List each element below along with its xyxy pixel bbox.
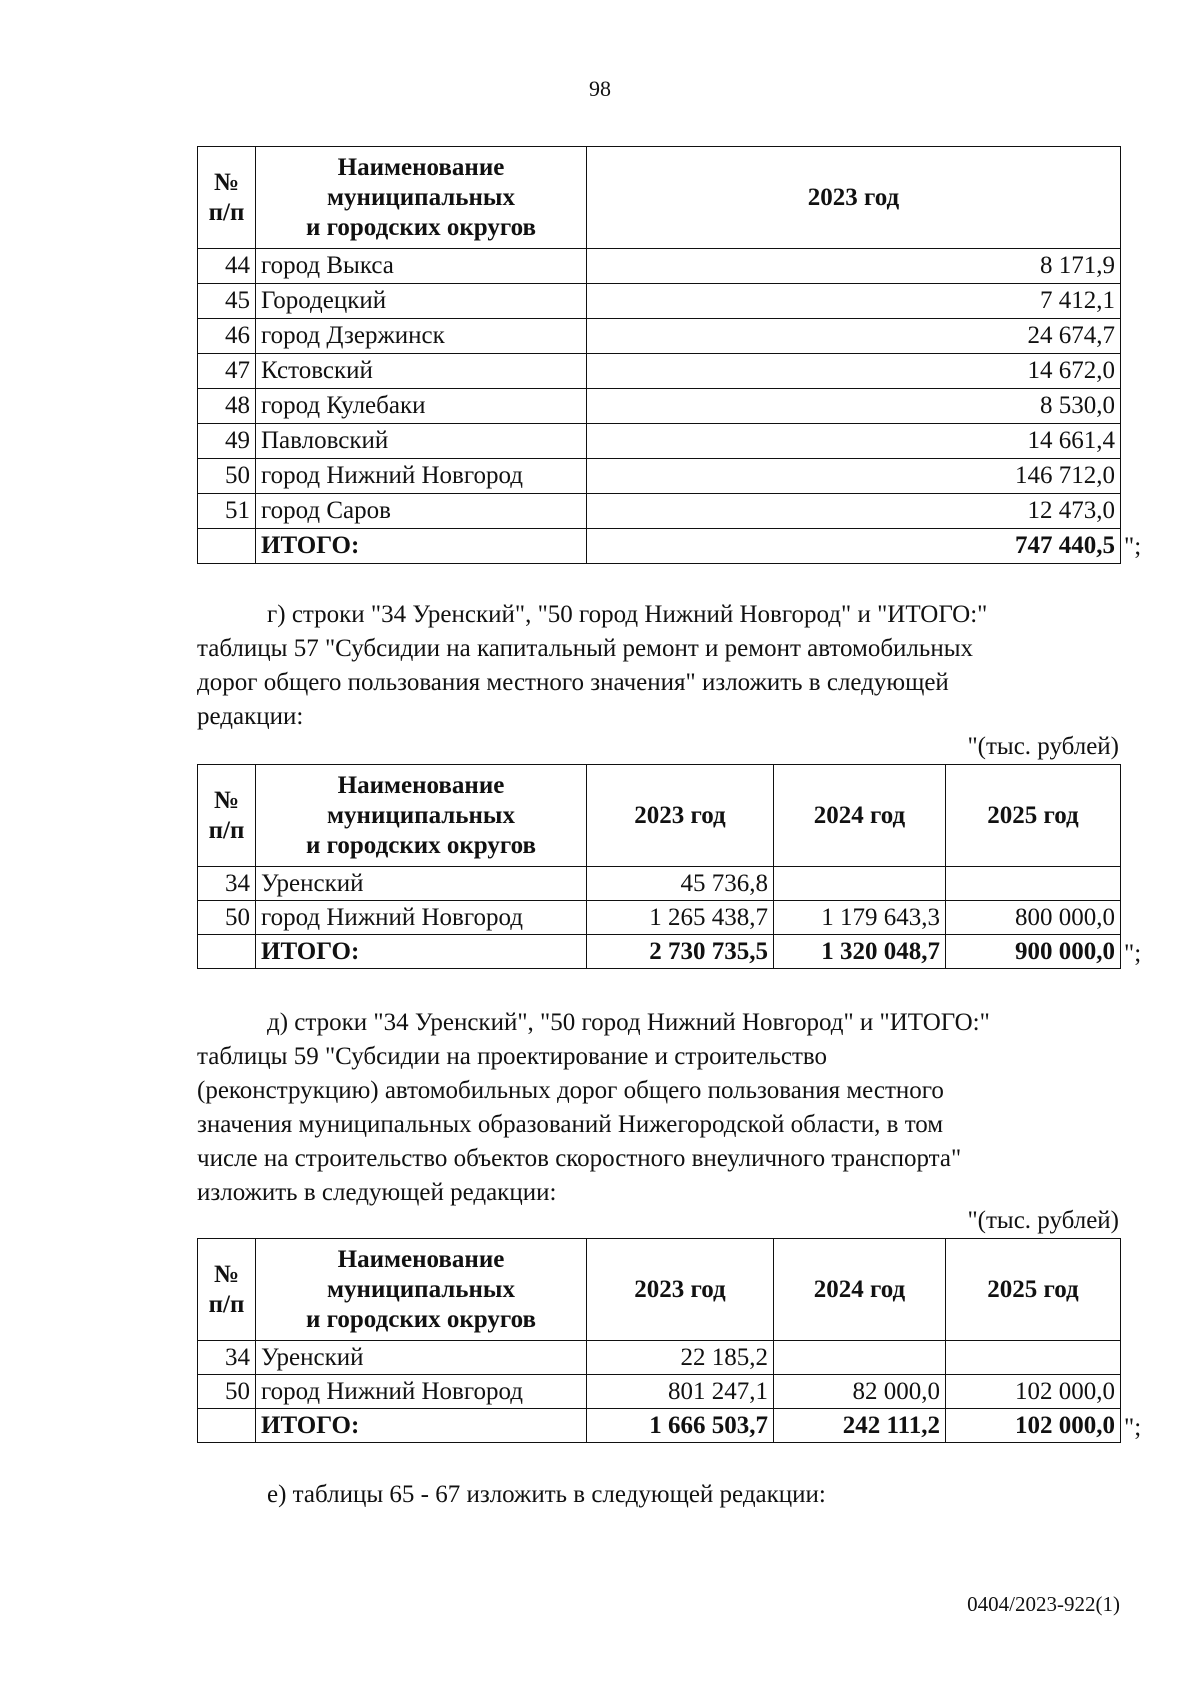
header-number: № п/п <box>198 1239 256 1341</box>
table-1 <box>197 146 1121 564</box>
header-year-2025: 2025 год <box>946 1239 1121 1341</box>
table-row: 50 город Нижний Новгород 1 265 438,7 1 179 643,3 800 000,0 <box>198 901 1121 935</box>
header-year-2023: 2023 год <box>587 765 774 867</box>
table-1-header <box>198 147 1121 249</box>
table-2-header <box>198 765 1121 867</box>
units-label: "(тыс. рублей) <box>967 733 1119 760</box>
header-number: № п/п <box>198 765 256 867</box>
table-row: 48 город Кулебаки 8 530,0 <box>198 389 1121 424</box>
page-number: 98 <box>589 76 611 101</box>
header-year-2023: 2023 год <box>587 1239 774 1341</box>
table-row: 44 город Выкса 8 171,9 <box>198 249 1121 284</box>
header-municipality-name: Наименование муниципальных и городских округов <box>256 147 587 249</box>
table-row: 46 город Дзержинск 24 674,7 <box>198 319 1121 354</box>
table-row: 50 город Нижний Новгород 801 247,1 82 000,0 102 000,0 <box>198 1375 1121 1409</box>
header-year-2025: 2025 год <box>946 765 1121 867</box>
quote-semicolon: "; <box>1124 1414 1142 1441</box>
table-row: 51 город Саров 12 473,0 <box>198 494 1121 529</box>
table-total-row: ИТОГО: 1 666 503,7 242 111,2 102 000,0 <box>198 1409 1121 1443</box>
table-row: 50 город Нижний Новгород 146 712,0 <box>198 459 1121 494</box>
paragraph-d-line-2: таблицы 59 "Субсидии на проектирование и строительство <box>197 1043 828 1070</box>
header-year-2023: 2023 год <box>587 147 1121 249</box>
document-code: 0404/2023-922(1) <box>967 1592 1120 1616</box>
paragraph-d: д) строки "34 Уренский", "50 город Нижний Новгород" и "ИТОГО:" таблицы 59 "Субсидии на проектирование и строительство (реконструкцию) автомобильных дорог общего пользования местного значения муниципальных образований Нижегородской области, в том числе на строительство объектов скоростного внеуличного транспорта" изложить в следующей редакции: <box>197 1006 1119 1210</box>
header-year-2024: 2024 год <box>774 765 946 867</box>
header-year-2024: 2024 год <box>774 1239 946 1341</box>
table-row: 34 Уренский 45 736,8 <box>198 867 1121 901</box>
quote-semicolon: "; <box>1124 533 1142 560</box>
table-2 <box>197 764 1121 969</box>
table-total-row: ИТОГО: 747 440,5 <box>198 529 1121 564</box>
header-municipality-name: Наименование муниципальных и городских округов <box>256 1239 587 1341</box>
table-row: 45 Городецкий 7 412,1 <box>198 284 1121 319</box>
units-label: "(тыс. рублей) <box>967 1207 1119 1234</box>
table-row: 34 Уренский 22 185,2 <box>198 1341 1121 1375</box>
table-3 <box>197 1238 1121 1443</box>
paragraph-e: е) таблицы 65 - 67 изложить в следующей редакции: <box>267 1481 826 1508</box>
header-number: № п/п <box>198 147 256 249</box>
paragraph-g: г) строки "34 Уренский", "50 город Нижний Новгород" и "ИТОГО:" таблицы 57 "Субсидии на капитальный ремонт и ремонт автомобильных дорог общего пользования местного значения" изложить в следующей редакции: <box>197 601 988 730</box>
table-row: 47 Кстовский 14 672,0 <box>198 354 1121 389</box>
table-3-header <box>198 1239 1121 1341</box>
quote-semicolon: "; <box>1124 940 1142 967</box>
table-total-row: ИТОГО: 2 730 735,5 1 320 048,7 900 000,0 <box>198 935 1121 969</box>
table-row: 49 Павловский 14 661,4 <box>198 424 1121 459</box>
header-municipality-name: Наименование муниципальных и городских округов <box>256 765 587 867</box>
